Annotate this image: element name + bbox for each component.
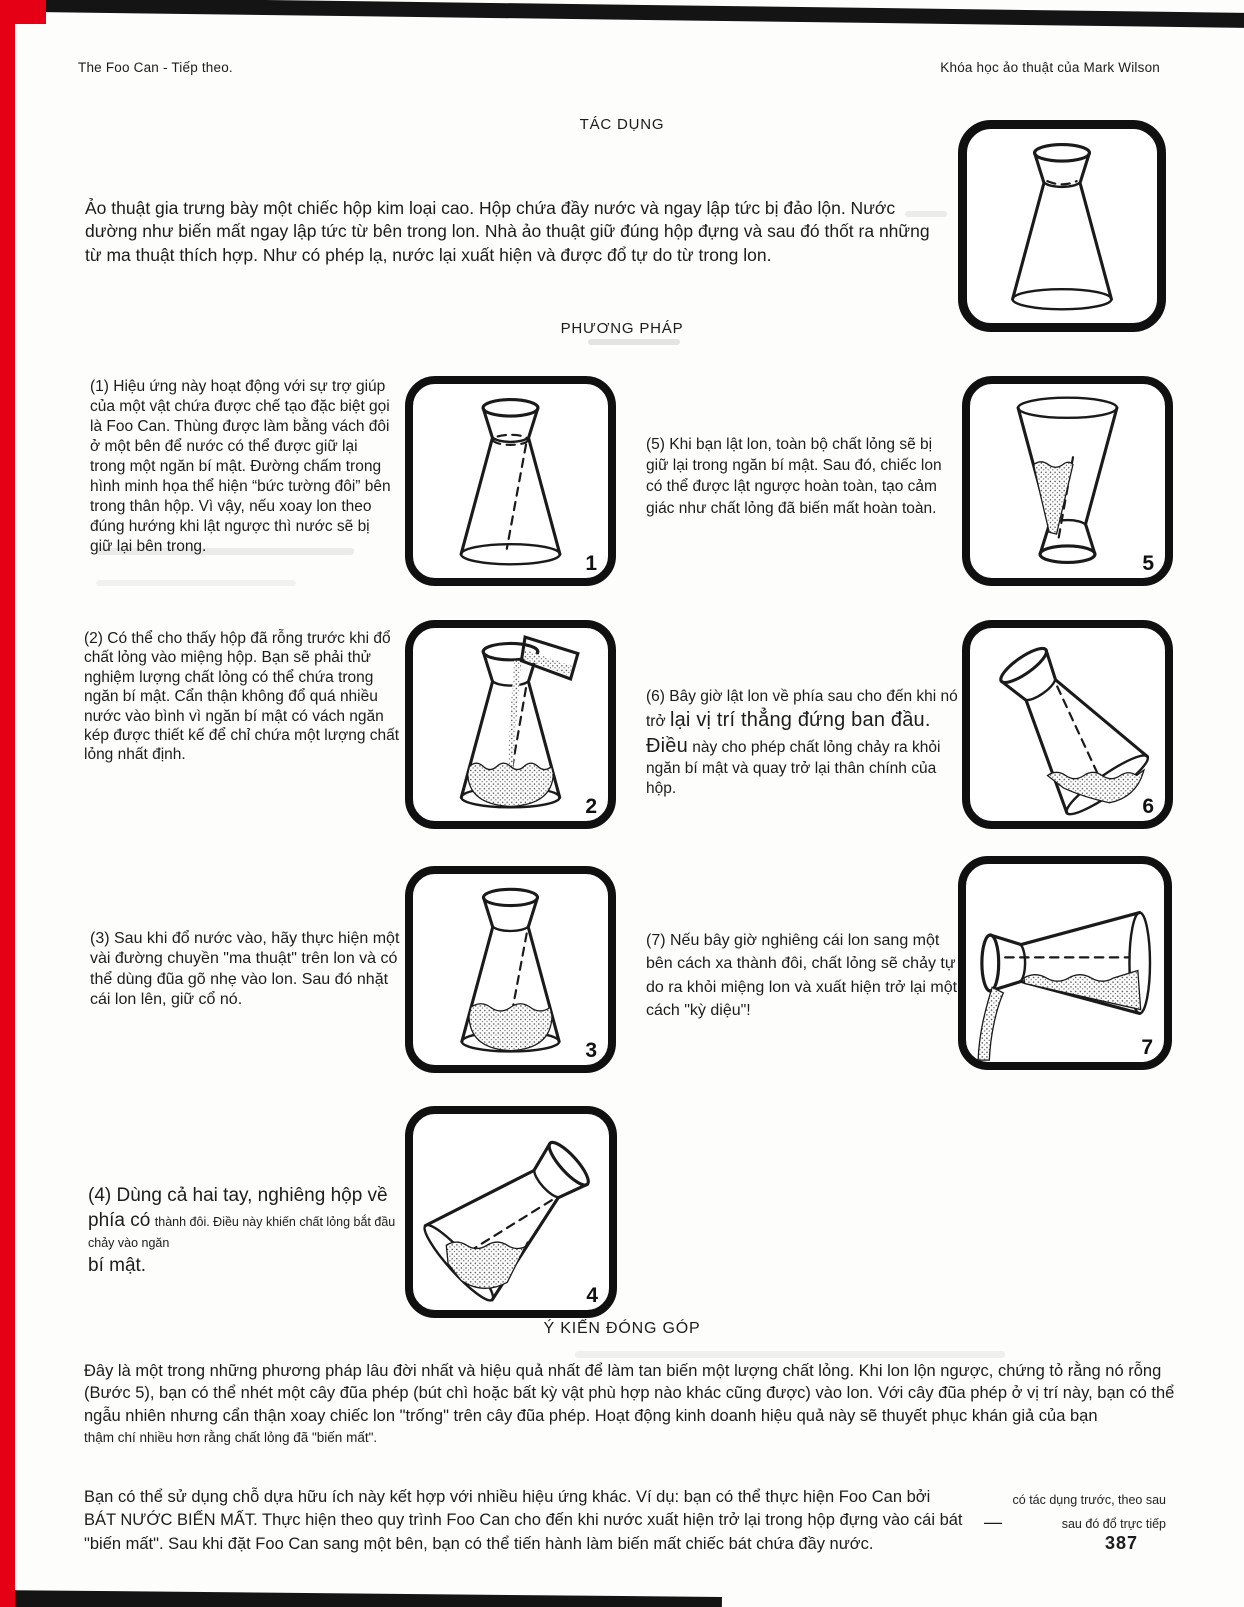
- comments-paragraph-1: [84, 1360, 1176, 1448]
- figure-3-number: 3: [585, 1039, 597, 1062]
- effect-section-title: TÁC DỤNG: [579, 116, 665, 133]
- comments-section-title: Ý KIẾN ĐÓNG GÓP: [543, 1320, 701, 1337]
- step-1-text: (1) Hiệu ứng này hoạt động với sự trợ giúp của một vật chứa được chế tạo đặc biệt gọi là Foo Can. Thùng được làm bằng vách đôi ở một bên để nước có thể được giữ lại trong một ngăn bí mật. Đường chấm trong hình minh họa thể hiện “bức tường đôi” bên trong thân hộp. Vì vậy, nếu xoay lon theo đúng hướng khi lật ngược thì nước sẽ bị giữ lại bên trong.: [90, 378, 391, 555]
- figure-4-can-tilted-water-shifting: [413, 1114, 609, 1310]
- scan-edge-top: [36, 0, 1244, 28]
- step-5-text: (5) Khi bạn lật lon, toàn bộ chất lỏng sẽ bị giữ lại trong ngăn bí mật. Sau đó, chiếc lon có thể được lật ngược hoàn toàn, tạo cảm giác như chất lỏng đã biến mất hoàn toàn.: [646, 436, 942, 517]
- page-number: 387: [1105, 1533, 1139, 1553]
- figure-3-frame: [405, 866, 616, 1073]
- side-note-dash: —: [984, 1512, 1002, 1532]
- red-margin-left: [0, 0, 15, 1607]
- step-2-text: (2) Có thể cho thấy hộp đã rỗng trước khi đổ chất lỏng vào miệng hộp. Bạn sẽ phải thử nghiệm lượng chất lỏng có thể chứa trong ngăn bí mật. Cẩn thận không đổ quá nhiều nước vào bình vì ngăn bí mật có vách ngăn kép được thiết kế để chỉ chứa một lượng chất lỏng nhất định.: [84, 630, 400, 764]
- figure-6-can-tilted-back-upright: [970, 628, 1165, 821]
- scan-smudge: [588, 339, 680, 345]
- figure-5-frame: [962, 376, 1173, 586]
- step-6-line-3: này cho phép chất lỏng chảy ra khỏi ngăn bí mật và quay trở lại thân chính của hộp.: [646, 739, 941, 798]
- effect-paragraph: Ảo thuật gia trưng bày một chiếc hộp kim loại cao. Hộp chứa đầy nước và ngay lập tức bị đảo lộn. Nước dường như biến mất ngay lập tức từ bên trong lon. Nhà ảo thuật giữ đúng hộp đựng và sau đó thốt ra những từ ma thuật thích hợp. Như có phép lạ, nước lại xuất hiện và được đổ tự do từ trong lon.: [85, 198, 930, 265]
- figure-5-number: 5: [1142, 552, 1154, 575]
- scan-smudge: [96, 580, 296, 586]
- header-running-title: The Foo Can - Tiếp theo.: [78, 60, 233, 75]
- figure-1-number: 1: [585, 552, 597, 575]
- step-6-line-2: lại vị trí thẳng đứng ban đầu. Điều: [646, 709, 931, 758]
- step-7-text: (7) Nếu bây giờ nghiêng cái lon sang một bên cách xa thành đôi, chất lỏng sẽ chảy tự do ra khỏi miệng lon và xuất hiện trở lại một cách "kỳ diệu"!: [646, 932, 958, 1020]
- figure-2-pouring-into-can: [413, 628, 608, 821]
- step-6-text: [646, 687, 962, 799]
- step-4-text: [88, 1184, 410, 1279]
- figure-2-frame: [405, 620, 616, 829]
- side-note-line-2: sau đó đổ trực tiếp: [1061, 1517, 1166, 1532]
- figure-6-frame: [962, 620, 1173, 829]
- figure-4-number: 4: [586, 1284, 598, 1307]
- figure-3-can-with-water: [413, 874, 608, 1065]
- step-4-line-1: (4) Dùng cả hai tay, nghiêng hộp về phía có: [88, 1185, 388, 1231]
- figure-1-frame: [405, 376, 616, 586]
- comments-paragraph-1-last-line: thậm chí nhiều hơn rằng chất lỏng đã "biến mất".: [84, 1430, 378, 1446]
- side-note: [996, 1488, 1166, 1537]
- figure-7-can-pouring-out: [966, 864, 1164, 1062]
- side-note-line-1: có tác dụng trước, theo sau: [1012, 1493, 1166, 1507]
- figure-6-number: 6: [1142, 795, 1154, 818]
- figure-2-number: 2: [585, 795, 597, 818]
- comments-paragraph-1-main: Đây là một trong những phương pháp lâu đời nhất và hiệu quả nhất để làm tan biến một lượng chất lỏng. Khi lon lộn ngược, chứng tỏ rằng nó rỗng (Bước 5), bạn có thể nhét một cây đũa phép (bút chì hoặc bất kỳ vật phù hợp nào khác cũng được) vào lon. Với cây đũa phép ở vị trí này, bạn có thể ngẫu nhiên nhưng cẩn thận xoay chiếc lon "trống" trên cây đũa phép. Hoạt động kinh doanh hiệu quả này sẽ thuyết phục khán giả của bạn: [84, 1362, 1175, 1425]
- foo-can-illustration: [967, 129, 1157, 323]
- step-6-line-1: (6) Bây giờ lật lon về phía sau cho đến khi nó trở: [646, 688, 958, 731]
- scan-edge-bottom: [0, 1590, 722, 1607]
- figure-effect-frame: [958, 120, 1166, 332]
- figure-1-can-upright-dashed-wall: [413, 384, 608, 578]
- header-book-title: Khóa học ảo thuật của Mark Wilson: [940, 60, 1160, 75]
- figure-4-frame: [405, 1106, 617, 1318]
- step-4-line-2: thành đôi. Điều này khiến chất lỏng bắt đầu chảy vào ngăn: [88, 1214, 396, 1251]
- step-4-line-3: bí mật.: [88, 1255, 147, 1277]
- comments-paragraph-2: Bạn có thể sử dụng chỗ dựa hữu ích này kết hợp với nhiều hiệu ứng khác. Ví dụ: bạn có thể thực hiện Foo Can bởi BÁT NƯỚC BIẾN MẤT. Thực hiện theo quy trình Foo Can cho đến khi nước xuất hiện trở lại trong hộp đựng vào cái bát "biến mất". Sau khi đặt Foo Can sang một bên, bạn có thể tiến hành làm biến mất chiếc bát chứa đầy nước.: [84, 1488, 963, 1553]
- red-margin-corner: [0, 0, 46, 24]
- scan-smudge: [575, 1351, 1005, 1358]
- figure-5-can-inverted-water-held: [970, 384, 1165, 578]
- figure-7-frame: [958, 856, 1172, 1070]
- figure-7-number: 7: [1141, 1036, 1153, 1059]
- step-3-text: (3) Sau khi đổ nước vào, hãy thực hiện một vài đường chuyền "ma thuật" trên lon và có thể dùng đũa gõ nhẹ vào lon. Sau đó nhặt cái lon lên, giữ cổ nó.: [90, 930, 400, 1008]
- method-section-title: PHƯƠNG PHÁP: [560, 320, 684, 337]
